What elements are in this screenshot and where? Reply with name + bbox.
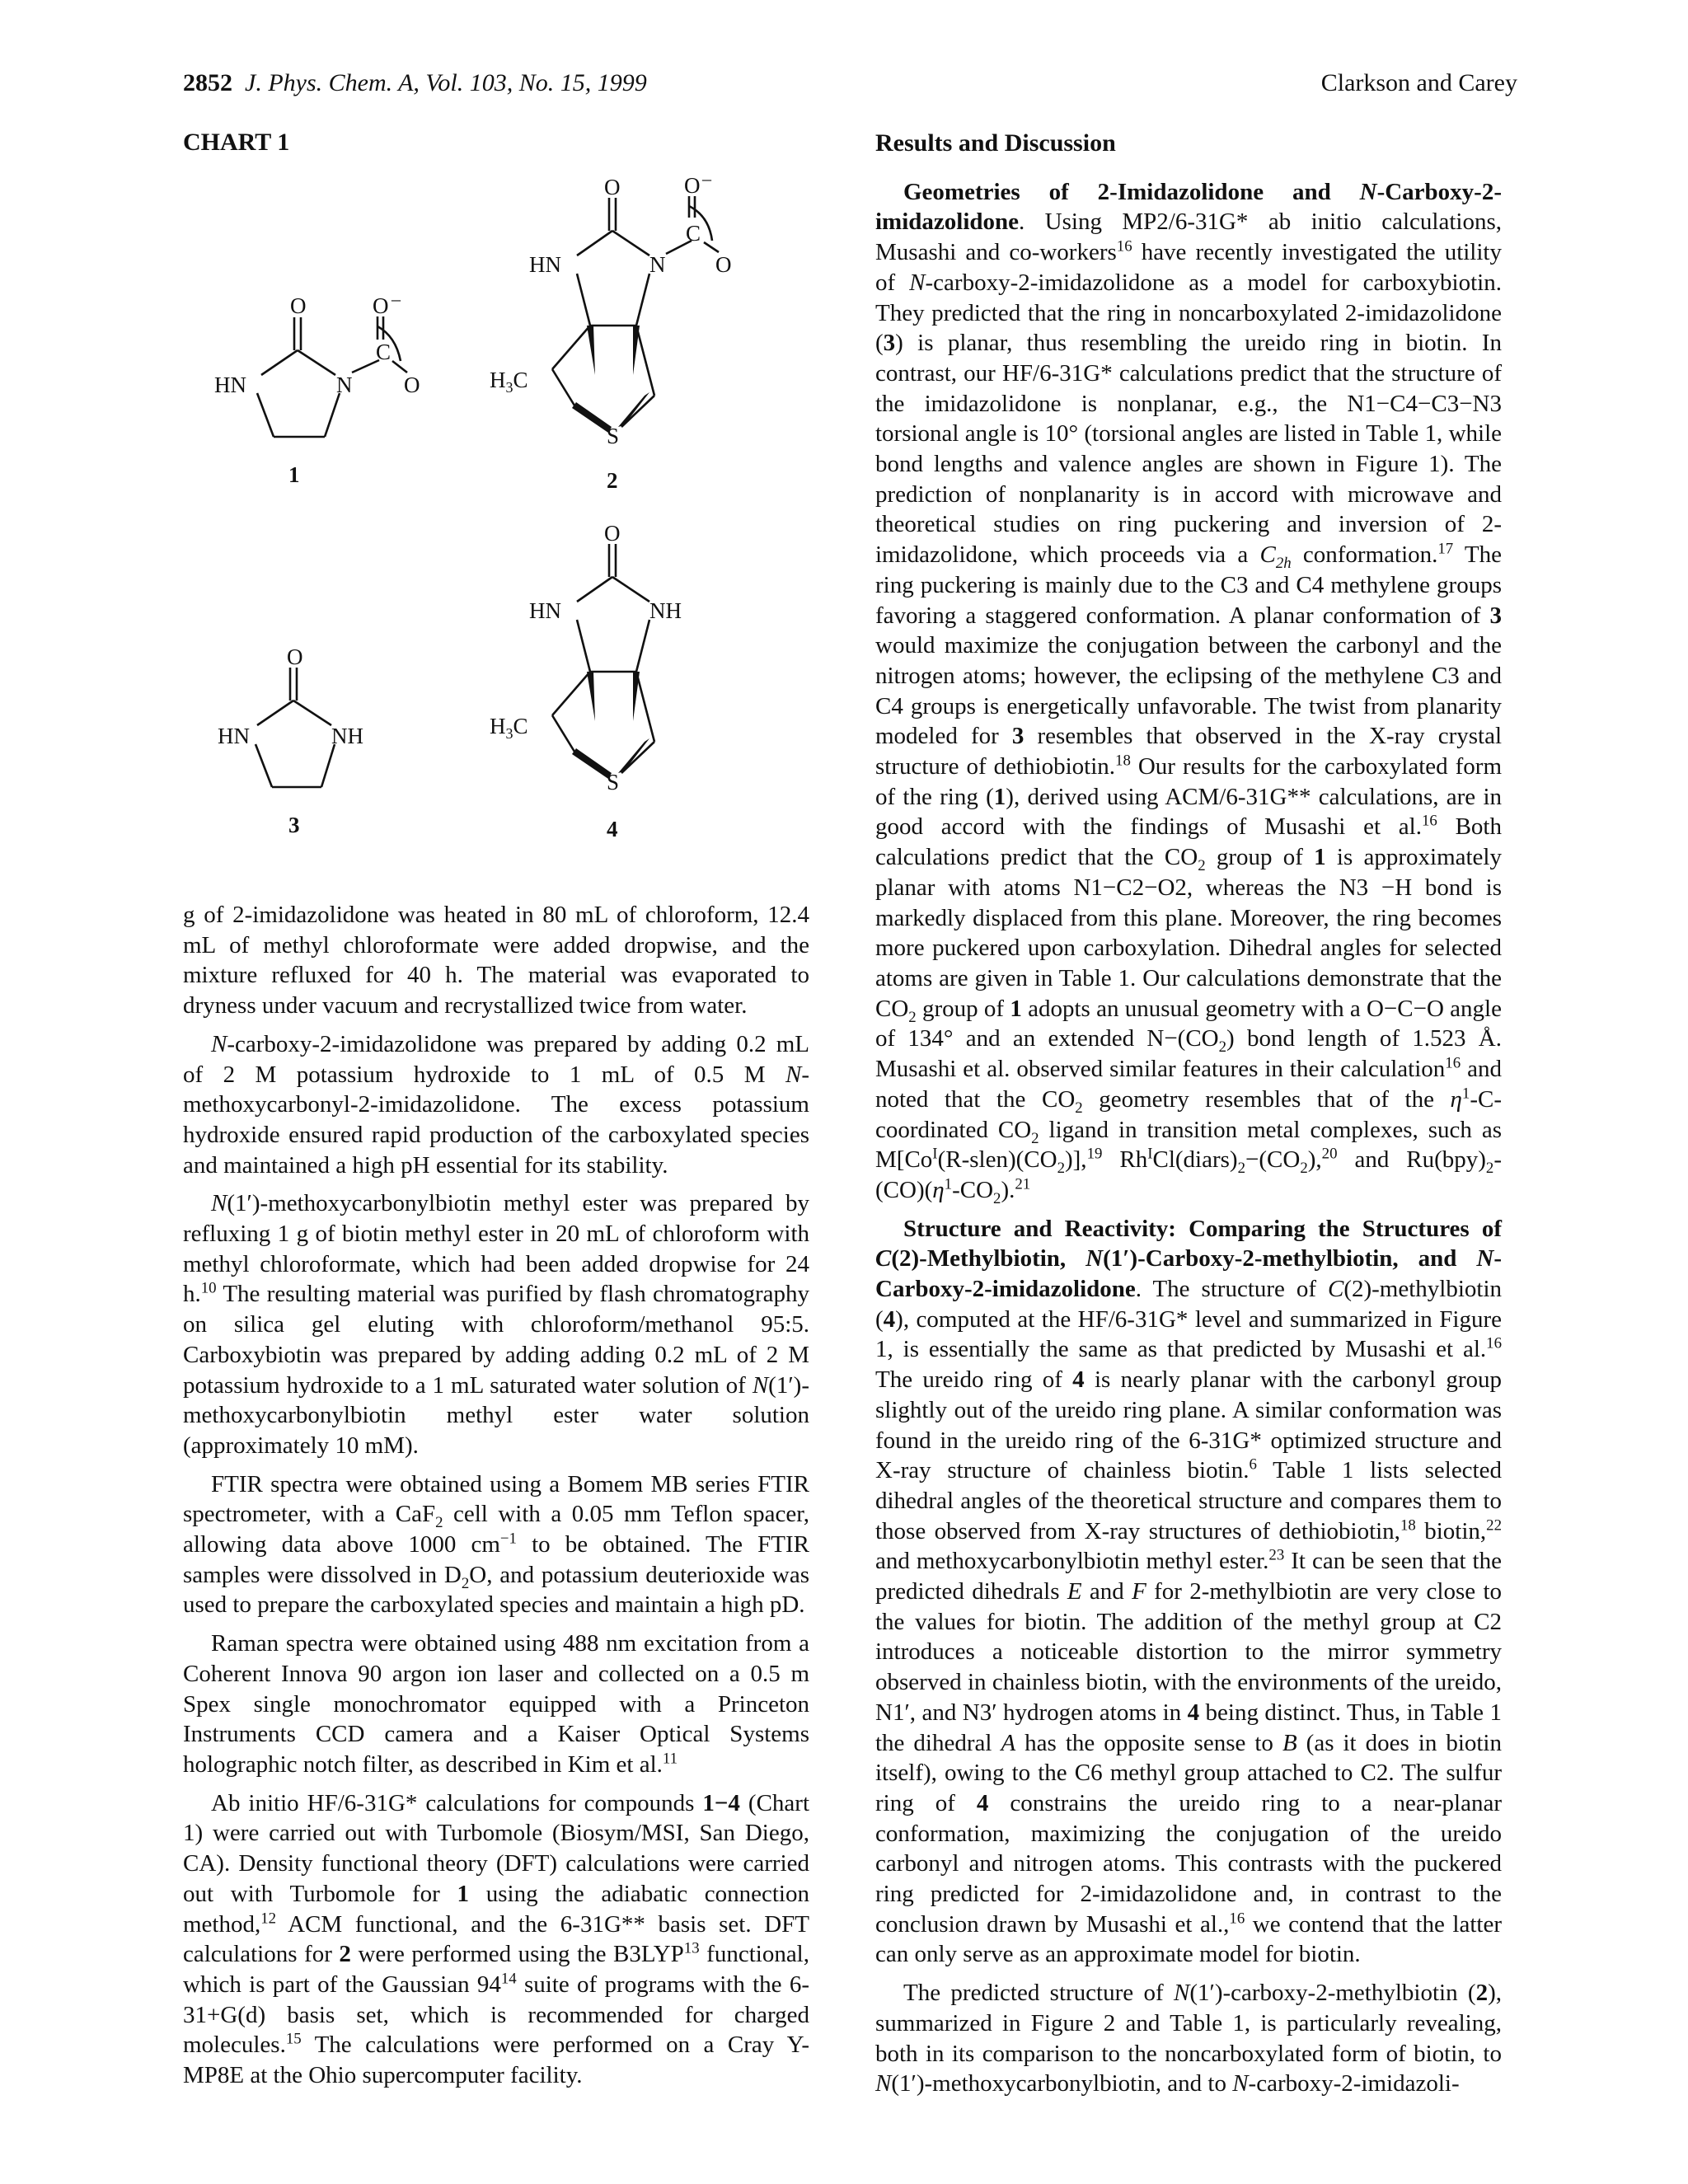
compound-label-3: 3 bbox=[288, 813, 300, 837]
chart-structures bbox=[183, 165, 809, 874]
paragraph-ftir: FTIR spectra were obtained using a Bomem MB series FTIR spectrometer, with a CaF$_2$ cell with a 0.05 mm Teflon spacer, allowing data above 1000 $cm^{-1}$ to be obtained. The FTIR samples were dissolved in $D_2O$, and potassium deuterioxide was used to prepare the carboxylated species and maintain a high pD. bbox=[183, 1470, 809, 1619]
s3-atom-hn: HN bbox=[218, 724, 250, 748]
s1-atom-hn: HN bbox=[214, 373, 246, 397]
running-authors: Clarkson and Carey bbox=[1320, 69, 1517, 96]
compound-label-1: 1 bbox=[288, 462, 300, 487]
s2-charge: – bbox=[702, 168, 711, 189]
s1-atom-o: O bbox=[290, 293, 307, 318]
compound-label-4: 4 bbox=[607, 817, 618, 841]
s1-atom-o2: O bbox=[373, 293, 389, 318]
s4-atom-nh: NH bbox=[649, 598, 682, 623]
s3-atom-nh: NH bbox=[331, 724, 363, 748]
s2-atom-n: N bbox=[649, 252, 666, 277]
s2-atom-c: C bbox=[686, 221, 701, 246]
paragraph-synthesis-continued: g of 2-imidazolidone was heated in 80 mL of chloroform, 12.4 mL of methyl chloroformate were added dropwise, and the mixture refluxed for 40 h. The material was evaporated to dryness under vacuum and recrystallized twice from water. bbox=[183, 902, 809, 1019]
paragraph-carboxy-imidazolidone: N-carboxy-2-imidazolidone was prepared by adding 0.2 mL of 2 M potassium hydroxide to 1 mL of 0.5 M N-methoxycarbonyl-2-imidazolidone. The excess potassium hydroxide ensured rapid production of the carboxylated species and maintained a high pH essential for its stability. bbox=[183, 1030, 809, 1179]
journal-citation: J. Phys. Chem. A, Vol. 103, No. 15, 1999 bbox=[245, 69, 647, 96]
compound-label-2: 2 bbox=[607, 468, 618, 493]
structures-drawing bbox=[183, 165, 809, 874]
chart-title: CHART 1 bbox=[183, 129, 290, 156]
paragraph-calculations: Ab initio HF/6-31G* calculations for compounds 1−4 (Chart 1) were carried out with Turbomole (Biosym/MSI, San Diego, CA). Density functional theory (DFT) calculations were carried out with Turbomole for 1 using the adiabatic connection method,$^{12}$ ACM functional, and the 6-31G** basis set. DFT calculations for 2 were performed using the B3LYP$^{13}$ functional, which is part of the Gaussian $94^{14}$ suite of programs with the 6-31+G(d) basis set, which is recommended for charged molecules.$^{15}$ The calculations were performed on a Cray Y-MP8E at the Ohio supercomputer facility. bbox=[183, 1789, 809, 2089]
s2-atom-o3: O bbox=[715, 252, 732, 277]
paragraph-structure-reactivity: Structure and Reactivity: Comparing the Structures of C(2)-Methylbiotin, N(1′)-Carboxy-2-methylbiotin, and N-Carboxy-2-imidazolidone. The structure of C(2)-methylbiotin (4), computed at the HF/6-31G* level and summarized in Figure 1, is essentially the same as that predicted by Musashi et al.$^{16}$ The ureido ring of 4 is nearly planar with the carbonyl group slightly out of the ureido ring plane. A similar conformation was found in the ureido ring of the 6-31G* optimized structure and X-ray structure of chainless biotin.$^6$ Table 1 lists selected dihedral angles of the theoretical structure and compares them to those observed from X-ray structures of dethiobiotin,$^{18}$ biotin,$^{22}$ and methoxycarbonylbiotin methyl ester.$^{23}$ It can be seen that the predicted dihedrals E and F for 2-methylbiotin are very close to the values for biotin. The addition of the methyl group at C2 introduces a noticeable distortion to the mirror symmetry observed in chainless biotin, with the environments of the ureido, N1′, and N3′ hydrogen atoms in 4 being distinct. Thus, in Table 1 the dihedral A has the opposite sense to B (as it does in biotin itself), owing to the C6 methyl group attached to C2. The sulfur ring of 4 constrains the ureido ring to a near-planar conformation, maximizing the conjugation of the ureido carbonyl and nitrogen atoms. This contrasts with the puckered ring predicted for 2-imidazolidone and, in contrast to the conclusion drawn by Musashi et al.,$^{16}$ we contend that the latter can only serve as an approximate model for biotin. bbox=[875, 1215, 1503, 1968]
s3-atom-o: O bbox=[287, 644, 303, 669]
paragraph-predicted-structure: The predicted structure of N(1′)-carboxy-2-methylbiotin (2), summarized in Figure 2 and Table 1, is particularly revealing, both in its comparison to the noncarboxylated form of biotin, to N(1′)-methoxycarbonylbiotin, and to N-carboxy-2-imidazoli- bbox=[875, 1980, 1502, 2097]
s4-methyl: $H_3C$ bbox=[490, 714, 528, 742]
s4-atom-s: S bbox=[607, 770, 620, 794]
left-column bbox=[183, 900, 809, 2091]
s1-charge: – bbox=[392, 288, 401, 309]
page-number: 2852 bbox=[183, 69, 232, 96]
s2-methyl: $H_3C$ bbox=[490, 368, 528, 396]
paragraph-methoxycarbonylbiotin: N(1′)-methoxycarbonylbiotin methyl ester was prepared by refluxing 1 g of biotin methyl ester in 20 mL of chloroform with methyl chloroformate, which had been added dropwise for 24 h.$^{10}$ The resulting material was purified by flash chromatography on silica gel eluting with chloroform/methanol 95:5. Carboxybiotin was prepared by adding adding 0.2 mL of 2 M potassium hydroxide to a 1 mL saturated water solution of N(1′)-methoxycarbonylbiotin methyl ester water solution (approximately 10 mM). bbox=[183, 1190, 809, 1459]
s2-atom-o: O bbox=[604, 175, 621, 199]
s1-atom-o3: O bbox=[404, 373, 420, 397]
s2-atom-o2: O bbox=[684, 173, 701, 198]
paragraph-geometries: Geometries of 2-Imidazolidone and N-Carboxy-2-imidazolidone. Using MP2/6-31G* ab initio calculations, Musashi and co-workers$^{16}$ have recently investigated the utility of N-carboxy-2-imidazolidone as a model for carboxybiotin. They predicted that the ring in noncarboxylated 2-imidazolidone (3) is planar, thus resembling the ureido ring in biotin. In contrast, our HF/6-31G* calculations predict that the structure of the imidazolidone is nonplanar, e.g., the N1−C4−C3−N3 torsional angle is 10° (torsional angles are listed in Table 1, while bond lengths and valence angles are shown in Figure 1). The prediction of nonplanarity is in accord with microwave and theoretical studies on ring puckering and inversion of 2-imidazolidone, which proceeds via a $C_{2h}$ conformation.$^{17}$ The ring puckering is mainly due to the C3 and C4 methylene groups favoring a staggered conformation. A planar conformation of 3 would maximize the conjugation between the carbonyl and the nitrogen atoms; however, the eclipsing of the methylene C3 and C4 groups is energetically unfavorable. The twist from planarity modeled for 3 resembles that observed in the X-ray crystal structure of dethiobiotin.$^{18}$ Our results for the carboxylated form of the ring (1), derived using ACM/6-31G** calculations, are in good accord with the findings of Musashi et al.$^{16}$ Both calculations predict that the $CO_2$ group of 1 is approximately planar with atoms N1−C2−O2, whereas the N3 −H bond is markedly displaced from this plane. Moreover, the ring becomes more puckered upon carboxylation. Dihedral angles for selected atoms are given in Table 1. Our calculations demonstrate that the $CO_2$ group of 1 adopts an unusual geometry with a O−C−O angle of 134° and an extended $N-(CO_2)$ bond length of 1.523 Å. Musashi et al. observed similar features in their calculation$^{16}$ and noted that the $CO_2$ geometry resembles that of the $\eta^1-C$-coordinated $CO_2$ ligand in transition metal complexes, such as $M[Co^I(R-slen)(CO_2)],^{19}$ $Rh^ICl(diars)_2-(CO_2),^{20}$ and $Ru(bpy)_2-(CO)(\eta^1-CO_2).^{21}$ bbox=[875, 178, 1503, 1207]
s1-atom-c: C bbox=[376, 340, 392, 364]
s4-atom-o: O bbox=[604, 521, 621, 546]
paragraph-raman: Raman spectra were obtained using 488 nm excitation from a Coherent Innova 90 argon ion laser and collected on a 0.5 m Spex single monochromator equipped with a Princeton Instruments CCD camera and a Kaiser Optical Systems holographic notch filter, as described in Kim et al.$^{11}$ bbox=[183, 1630, 809, 1778]
s4-atom-hn: HN bbox=[529, 598, 561, 623]
s2-atom-s: S bbox=[607, 424, 620, 448]
s2-atom-hn: HN bbox=[529, 252, 561, 277]
running-header bbox=[183, 69, 1517, 105]
s1-atom-n: N bbox=[336, 373, 353, 397]
section-heading: Results and Discussion bbox=[875, 129, 1116, 157]
right-column bbox=[875, 129, 1502, 2099]
